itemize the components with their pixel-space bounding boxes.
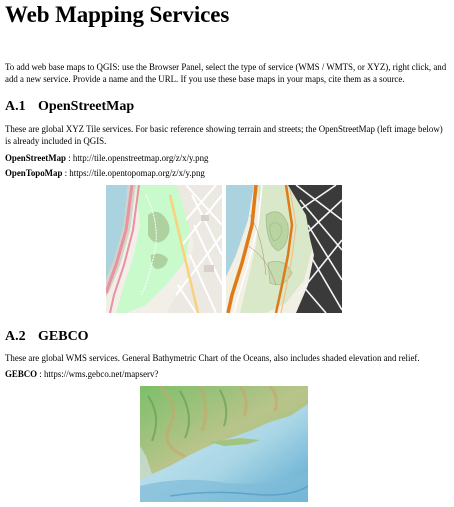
section-number: A.1	[5, 99, 26, 114]
section-heading-gebco	[5, 329, 89, 345]
section-title: GEBCO	[38, 329, 89, 344]
intro-paragraph: To add web base maps to QGIS: use the Browser Panel, select the type of service (WMS / WMTS, or XYZ), right click, and add a new service. Provide a name and the URL. If you use these base maps in your maps, cite them as a source.	[5, 62, 447, 84]
service-name: GEBCO	[5, 369, 38, 379]
service-entry-gebco	[5, 369, 158, 380]
service-separator: :	[64, 168, 68, 178]
gebco-image	[140, 386, 308, 502]
section-description: These are global XYZ Tile services. For basic reference showing terrain and streets; the OpenStreetMap (left image below) is already included in QGIS.	[5, 124, 443, 146]
service-entry-opentopomap	[5, 168, 205, 179]
page-title: Web Mapping Services	[5, 2, 230, 27]
opentopomap-image	[226, 185, 342, 313]
service-url: http://tile.openstreetmap.org/z/x/y.png	[72, 153, 209, 163]
service-separator: :	[68, 153, 71, 163]
section-title: OpenStreetMap	[38, 99, 135, 114]
section-heading-openstreetmap	[5, 99, 134, 115]
section-description: These are global WMS services. General Bathymetric Chart of the Oceans, also includes shaded elevation and relief.	[5, 353, 420, 363]
service-url: https://tile.opentopomap.org/z/x/y.png	[69, 168, 205, 178]
section-number: A.2	[5, 329, 26, 344]
service-separator: :	[39, 369, 42, 379]
service-entry-openstreetmap	[5, 153, 208, 164]
service-name: OpenStreetMap	[5, 153, 66, 163]
service-url: https://wms.gebco.net/mapserv?	[43, 369, 159, 379]
openstreetmap-image	[106, 185, 222, 313]
service-name: OpenTopoMap	[5, 168, 63, 178]
